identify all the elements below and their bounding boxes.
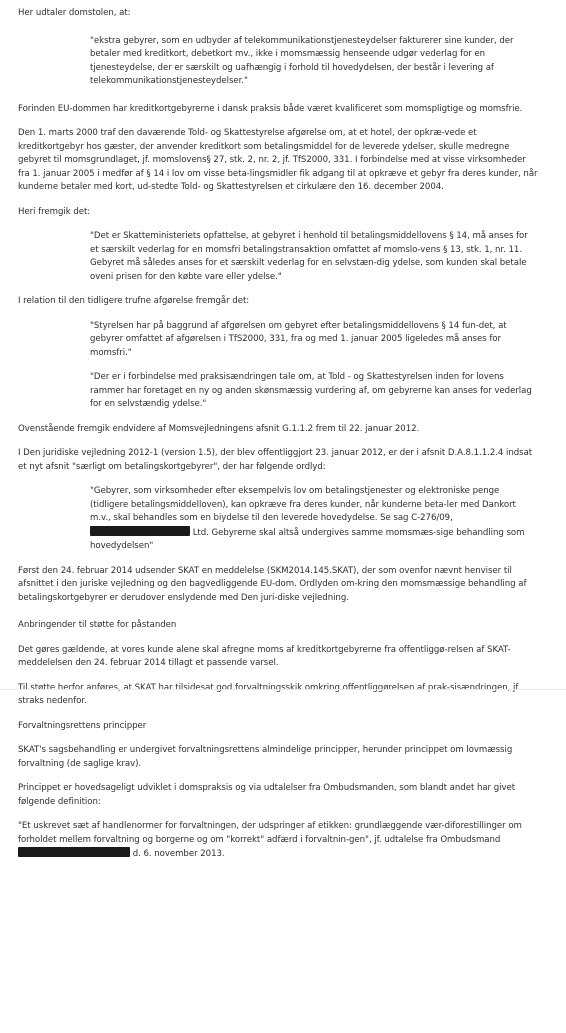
quote-ombudsman-part1: "Et uskrevet sæt af handlenormer for forvaltningen, der udspringer af etikken: grundlæggende vær-diforestillinger om forholdet mellem forvaltning og borgerne og om "korrekt" adfærd i forvaltnin-gen", jf. udtalelse fra Ombudsmand	[18, 821, 522, 845]
paragraph-heri-fremgik: Heri fremgik det:	[18, 206, 91, 217]
paragraph-claim: Det gøres gældende, at vores kunde alene skal afregne moms af kreditkortgebyrerne fra offentliggø-relsen af SKAT-meddelelsen den 24. februar 2014 tillagt et passende varsel.	[18, 644, 511, 668]
paragraph-previous-decision: I relation til den tidligere trufne afgørelse fremgår det:	[18, 296, 250, 306]
quote-payment-card-fees-part1: "Gebyrer, som virksomheder efter eksempelvis lov om betalingstjenester og elektroniske penge (tidligere betalingsmiddelloven), kan opkræve fra deres kunder, når kunderne beta-ler med Dankort m.v., skal behandles som en biydelse til den leverede hovedydelse. Se sag C-276/09,	[90, 486, 516, 523]
quote-payment-card-fees-part2: Ltd. Gebyrerne skal altså undergives samme momsmæs-sige behandling som hovedydelsen"	[90, 527, 525, 551]
quote-ministry-opinion: "Det er Skatteministeriets opfattelse, at gebyret i henhold til betalingsmiddellovens § 14, må anses for et særskilt vederlag for en momsfri betalingstransaktion omfattet af momslo-vens § 13, stk. 1, nr. 11. Gebyret må således anses for et særskilt vederlag for en selvstæn-dig ydelse, som kunden skal betale oveni prisen for den købte vare eller ydelse."	[90, 231, 528, 282]
heading-administrative-principles: Forvaltningsrettens principper	[18, 720, 147, 731]
paragraph-case-handling: SKAT's sagsbehandling er undergivet forvaltningsrettens almindelige principper, herunder princippet om lovmæssig forvaltning (de saglige krav).	[18, 745, 513, 769]
redaction-block	[90, 526, 190, 536]
quote-practice-change: "Der er i forbindelse med praksisændringen tale om, at Told - og Skattestyrelsen inden for lovens rammer har foretaget en ny og anden skønsmæssig vurdering af, om gebyrerne kan anses for vederlag for en selvstændig ydelse."	[90, 372, 532, 409]
quote-agency-found: "Styrelsen har på baggrund af afgørelsen om gebyret efter betalingsmiddellovens § 14 fun-det, at gebyrer omfattet af afgørelsen i TfS2000, 331, fra og med 1. januar 2005 ligeledes må anses for momsfri."	[90, 320, 507, 358]
quote-ombudsman-definition	[18, 820, 540, 862]
paragraph-vat-guide: Ovenstående fremgik endvidere af Momsvejledningens afsnit G.1.1.2 frem til 22. januar 2012.	[18, 423, 420, 434]
paragraph-legal-guide-2012: I Den juridiske vejledning 2012-1 (version 1.5), der blev offentliggjort 23. januar 2012, er der i afsnit D.A.8.1.1.2.4 indsat et nyt afsnit "særligt om betalingskortgebyrer", der har følgende ordlyd:	[18, 448, 533, 472]
paragraph-support: Til støtte herfor anføres, at SKAT har tilsidesat god forvaltningsskik omkring offentliggørelsen af prak-sisændringen, jf. straks nedenfor.	[18, 682, 521, 706]
paragraph-skat-announcement: Først den 24. februar 2014 udsender SKAT en meddelelse (SKM2014.145.SKAT), der som ovenfor nævnt henviser til afsnittet i den juriske vejledning og den bagvedliggende EU-dom. Ordlyden om-kring den momsmæssige behandling af betalingskortgebyrer er derudover enslydende med Den juri-diske vejledning.	[18, 565, 527, 603]
quote-payment-card-fees	[90, 485, 536, 554]
page-divider	[0, 689, 566, 690]
quote-court-ruling: "ekstra gebyrer, som en udbyder af telekommunikationstjenesteydelser fakturerer sine kunder, der betaler med kreditkort, debetkort mv., ikke i momsmæssig henseende udgør vederlag for en tjenesteydelse, der er særskilt og uafhængig i forhold til hovedydelsen, der består i levering af telekommunikationstjenesteydelser."	[90, 35, 514, 86]
paragraph-march-2000-decision: Den 1. marts 2000 traf den daværende Told- og Skattestyrelse afgørelse om, at et hotel, der opkræ-vede et kreditkortgebyr hos gæster, der anvender kreditkort som betalingsmiddel for de leverede ydelser, skulle medregne gebyret til momsgrundlaget, jf. momslovens§ 27, stk. 2, nr. 2, jf. TfS2000, 331. I forbindelse med at visse virksomheder fra 1. januar 2005 i medfør af § 14 i lov om visse beta-lingsmidler fik adgang til at opkræve et gebyr fra deres kunder, når kunderne betaler med kort, ud-stedte Told- og Skattestyrelsen et cirkulære den 16. december 2004.	[18, 128, 538, 192]
paragraph-danish-practice: Forinden EU-dommen har kreditkortgebyrerne i dansk praksis både været kvalificeret som momspligtige og momsfrie.	[18, 103, 523, 114]
quote-ombudsman-part2: d. 6. november 2013.	[132, 849, 225, 859]
paragraph-principle-definition: Princippet er hovedsageligt udviklet i domspraksis og via udtalelser fra Ombudsmanden, som blandt andet har givet følgende definition:	[18, 783, 516, 807]
redaction-block	[18, 847, 130, 857]
heading-arguments: Anbringender til støtte for påstanden	[18, 620, 177, 630]
intro-court-statement: Her udtaler domstolen, at:	[18, 8, 131, 18]
